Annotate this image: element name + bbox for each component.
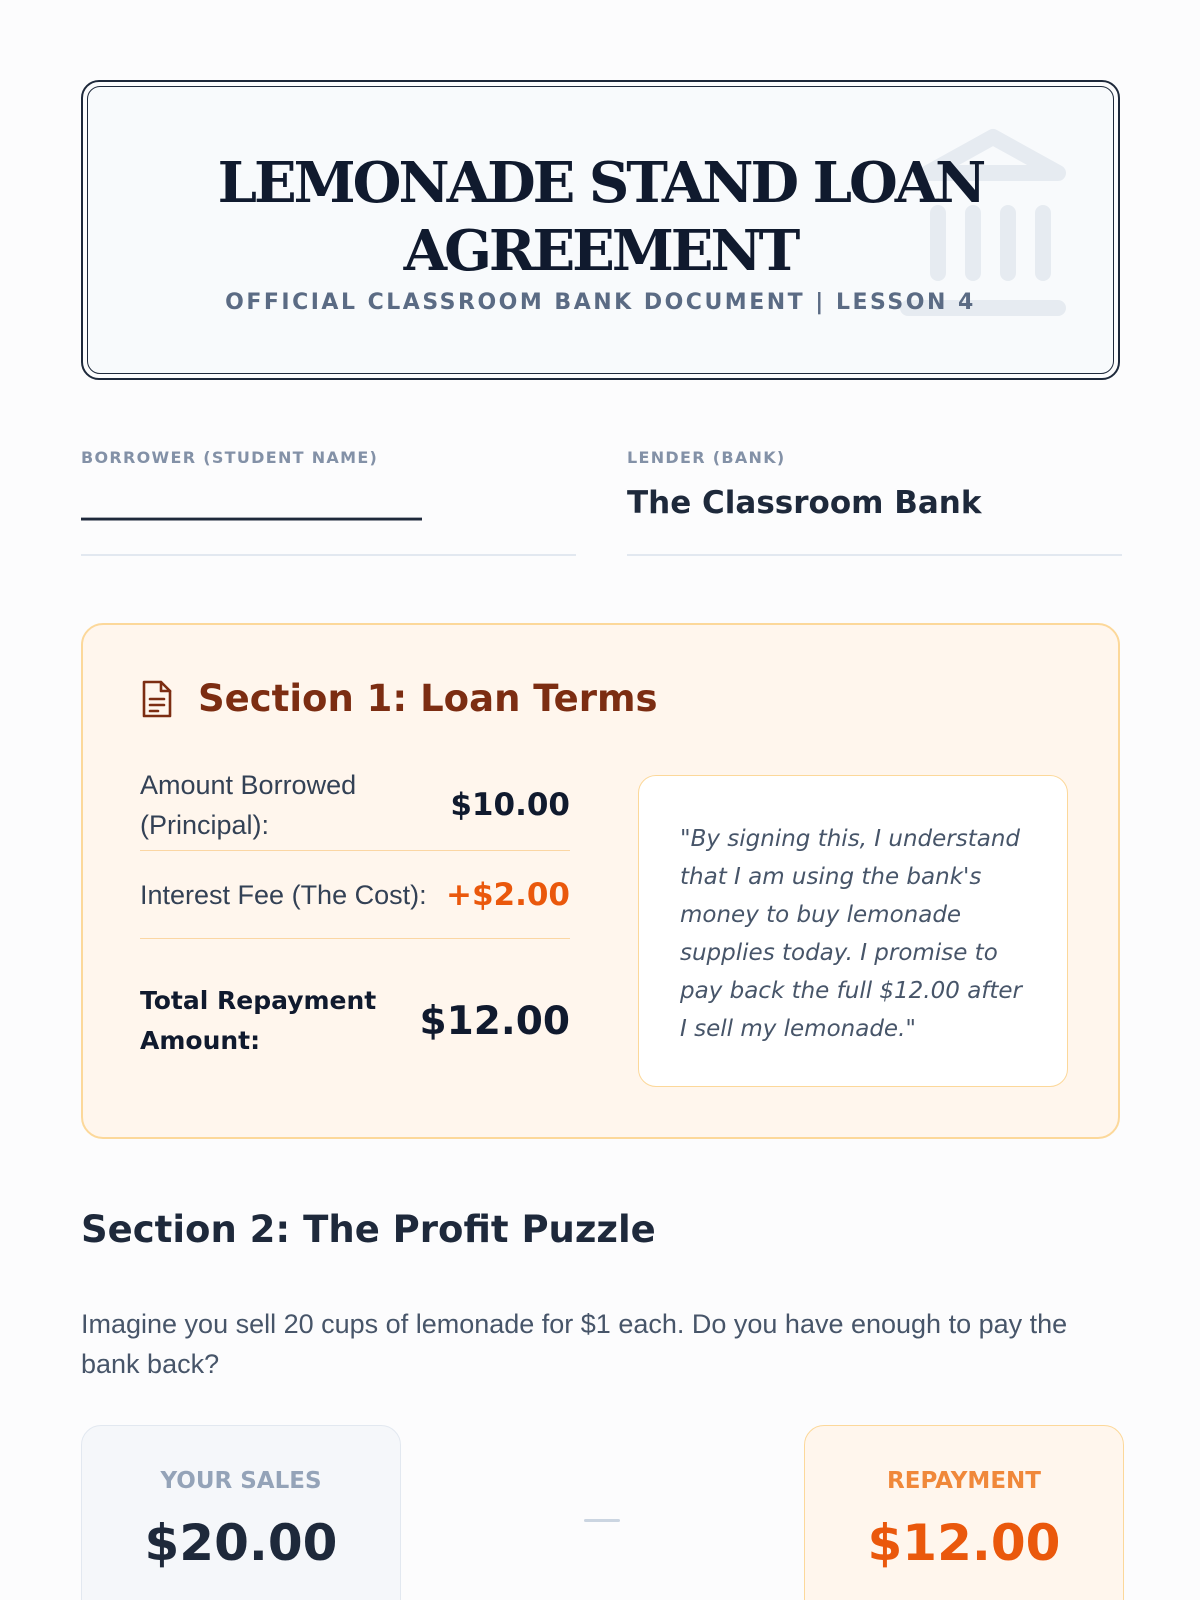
total-repayment-value: $12.00: [419, 998, 570, 1044]
interest-row: [140, 851, 570, 939]
repayment-card: [804, 1425, 1124, 1600]
principal-label-line1: Amount Borrowed: [140, 769, 357, 800]
total-repayment-row: [140, 979, 570, 1063]
your-sales-card: [81, 1425, 401, 1600]
loan-terms-title: Section 1: Loan Terms: [198, 677, 658, 720]
document-subtitle: OFFICIAL CLASSROOM BANK DOCUMENT | LESSON 4: [225, 290, 976, 315]
repayment-value: $12.00: [867, 1514, 1061, 1572]
lender-field: [627, 448, 1122, 556]
borrower-promise-quote: "By signing this, I understand that I am using the bank's money to buy lemonade supplies today. I promise to pay back the full $12.00 after I sell my lemonade.": [638, 775, 1068, 1087]
interest-value: +$2.00: [445, 876, 570, 913]
loan-terms-card: [81, 623, 1120, 1139]
borrower-field: [81, 448, 576, 556]
borrower-label: BORROWER (STUDENT NAME): [81, 448, 379, 467]
your-sales-label: YOUR SALES: [160, 1468, 322, 1494]
document-title: [88, 149, 1113, 285]
principal-label: [140, 765, 356, 845]
loan-terms-heading: [140, 677, 658, 720]
minus-icon: [584, 1519, 620, 1522]
total-repayment-label: [140, 981, 376, 1061]
document-header: [81, 80, 1120, 380]
profit-puzzle-title: Section 2: The Profit Puzzle: [81, 1208, 656, 1251]
total-repayment-label-line2: Amount:: [140, 1026, 261, 1055]
principal-value: $10.00: [450, 786, 570, 823]
lender-label: LENDER (BANK): [627, 448, 786, 467]
principal-row: [140, 759, 570, 851]
principal-label-line2: (Principal):: [140, 809, 270, 840]
document-title-line2: AGREEMENT: [403, 218, 798, 284]
repayment-label: REPAYMENT: [887, 1468, 1041, 1494]
document-title-line1: LEMONADE STAND LOAN: [217, 150, 984, 216]
lender-name: The Classroom Bank: [627, 485, 982, 521]
profit-puzzle-question: Imagine you sell 20 cups of lemonade for $1 each. Do you have enough to pay the bank back?: [81, 1309, 1068, 1379]
interest-label: Interest Fee (The Cost):: [140, 879, 427, 910]
borrower-name-blank: ______________________: [81, 485, 422, 521]
document-header-inner: [87, 86, 1114, 374]
total-repayment-label-line1: Total Repayment: [140, 986, 377, 1015]
document-icon: [140, 680, 174, 718]
your-sales-value: $20.00: [144, 1514, 338, 1572]
